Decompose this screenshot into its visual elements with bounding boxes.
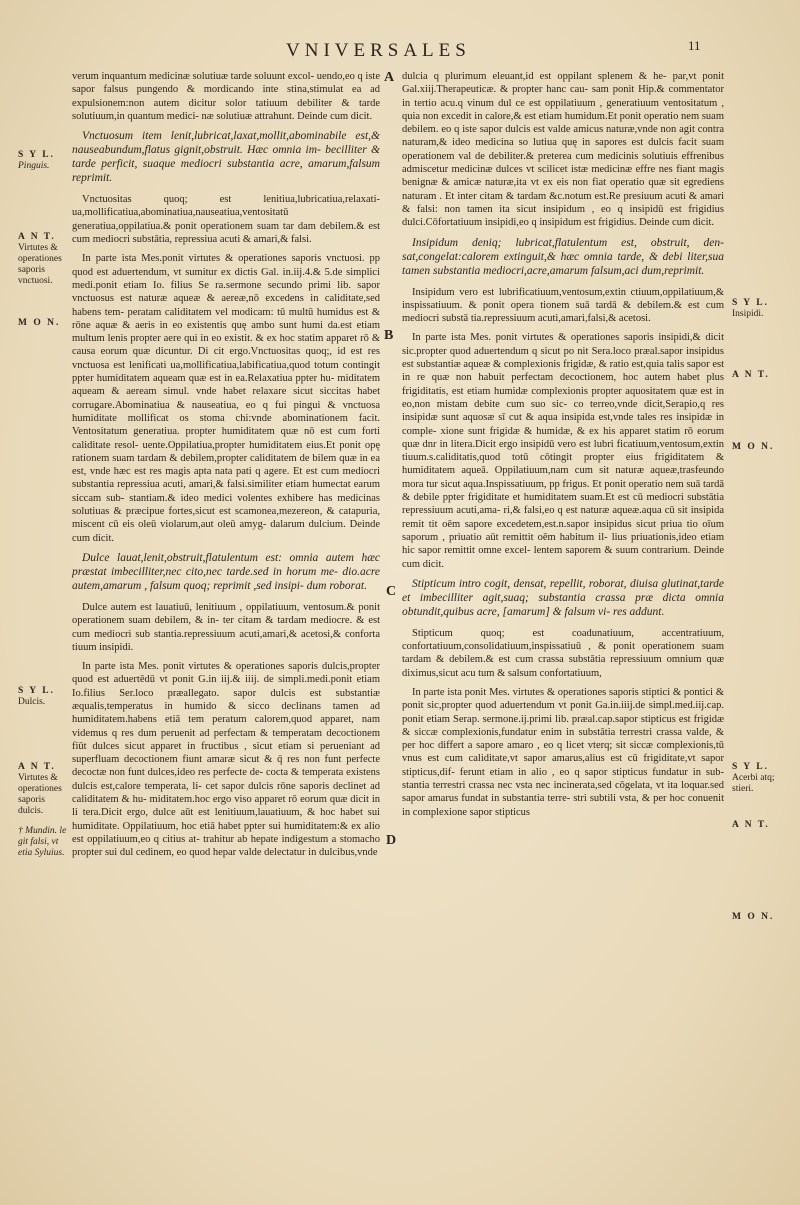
lemma-heading: Vnctuosum item lenit,lubricat,laxat,mollit,abominabile est,& nauseabundum,flatus gignit,obstruit. Hæc omnia im- becilliter & tarde perficit, suaque mediocri substantia acre, amarum,falsum reprimit. xyxy=(72,130,380,185)
paragraph: Vnctuositas quoq; est lenitiua,lubricatiua,relaxati- ua,mollificatiua,abominatiua,nauseatiua,ventositatū generatiua,oppilatiua.& ponit operationem suam tar dam debilem.& est cum mediocri substātia, repressiua acuti & amari,& falsi. xyxy=(72,194,380,246)
paragraph: In parte ista Mes.ponit virtutes & operationes saporis vnctuosi. pp quod est aduertendum, vt sumitur ex dictis Gal. in.iij.4.& 5.de simplici medi.ponit etiam Io. filius Se ra.sermone secundo primi lib. sapor vnctuosus est naturæ aqueæ & aereæ,nō excedens in caliditate,sed habens tem- peratam caliditatem vel modicam: tū multū humidus est & rōne aquæ & aeris in eo existentis quę ambo sunt humi da.est etiam multum lenis propter aere qui in eo existit. & ex hoc statim apparet rō & causa eorum quæ dicuntur. Di cit ergo.Vnctuositas quoq;, id est res vnctuosa est lenificati ua,mollificatiua,labificatiua,quod totum contingit ppter humiditatem aqueam quæ est in ea.Relaxatiua ppter hu- miditatem aqueam & aeream simul. vnde habet relaxare sicut siccitas habet corrugare.Abominatiua & nauseatiua, eo q fui pingui & vnctuosa humiditate mollificat os stoma chi:vnde abominationem facit. Ventositatum generatiua. propter humiditatem quæ nō est cum forti caliditate resol- uente.Oppilatiua,propter humiditatem eius.Et ponit opę rationem suam tardam & debilem,propter caliditatem de bilem quæ in ea est, vnde hæc est res magis apta nata pati q agere. Et est cum mediocri substantia repressiua acuti, amari,& falsi.similiter etiam humectat earum siccam sub- stantiam.& ideo medici volentes exhibere has medicinas solutiuas & præcipue fortes,sicut est scamonea,mezereon, & catapuria, miscent cū eis oleū violarum,aut oleū amyg- dalarum dulcium. Deinde cum dicit. xyxy=(72,253,380,544)
margin-text: † Mundin. le git falsi, vt etia Syluius. xyxy=(18,826,67,858)
margin-label: A N T. xyxy=(18,762,56,772)
section-letter-a: A xyxy=(384,70,395,85)
margin-note xyxy=(18,826,70,859)
margin-text: Acerbi atq; stieri. xyxy=(732,773,775,794)
lemma-heading: Stipticum intro cogit, densat, repellit, roborat, diuisa glutinat,tarde et imbecilliter agit,suaq; substantia crassa præ dicta omnia obtundit,quibus acre, [amarum] & falsum vi- res addunt. xyxy=(402,577,724,618)
margin-label: M O N. xyxy=(732,442,775,452)
margin-note xyxy=(732,370,796,381)
margin-label: S Y L. xyxy=(732,298,769,308)
paragraph: In parte ista ponit Mes. virtutes & operationes saporis stiptici & pontici & ponit sic,propter quod aduertendum vt ponit Ga.in.iiij.de simpl.med.iij.cap. ponit etiam Serap. sermone.ij.primi lib. præal.cap.sapor stipticus est frigidæ & siccæ complexionis,fundatur enim in substātia terrestri crassa valde, & per hoc differt a sapore amaro , eo q licet vterq; sit siccæ complexionis,tū vnus est cum caliditate,vt sapor amarus,alius est cū frigiditate,vt sapor stipticus,dif- ferunt etiam in alio , eo q sapor stipticus fundatur in sub- stantia terrestri crassa nec vsta nec incinerata,sed cōgelata, vt ita loquar.sed sapor amarus fundat in substantia terre- stri subtili vsta, & per hoc conuenit in complexione sapor stipticus xyxy=(402,686,724,818)
left-column xyxy=(72,70,380,866)
margin-text: Pinguis. xyxy=(18,161,50,171)
section-letter-d: D xyxy=(386,833,397,848)
running-head: VNIVERSALES xyxy=(286,40,471,61)
margin-label: A N T. xyxy=(732,370,770,380)
margin-text: Virtutes & operationes saporis dulcis. xyxy=(18,773,62,816)
margin-note xyxy=(732,912,796,923)
margin-note xyxy=(18,686,70,708)
margin-label: A N T. xyxy=(732,820,770,830)
lemma-heading: Insipidum deniq; lubricat,flatulentum est, obstruit, den- sat,congelat:calorem extinguit,& hæc omnia tarde, & debi liter,sua tamen substantia mediocri,acre,amarum falsum,aci dum,reprimit. xyxy=(402,236,724,277)
margin-label: M O N. xyxy=(18,318,61,328)
paragraph: Stipticum quoq; est coadunatiuum, accentratiuum, confortatiuum,consolidatiuum,inspissatiuū , & ponit operationem suam tardam & debilem.& est cum crassa substātia repressiuum omnium quæ diximus,sicut acu tum & salsum confortatiuum, xyxy=(402,627,724,679)
margin-note xyxy=(732,298,796,320)
margin-label: A N T. xyxy=(18,232,56,242)
section-letter-b: B xyxy=(384,328,394,343)
paragraph: dulcia q plurimum eleuant,id est oppilant splenem & he- par,vt ponit Gal.xiij.Therapeuticæ. & propter hanc cau- sam ponit Hip.& commentator in tertio acu.q vinum dul ce est oppilatiuum , generatiuum ventositatum , quia non excedit in calore,& est etiam humidum.Et ponit operatio nem suam debilem. eo q iste sapor dulcis est valde amicus naturæ,vnde non agit contra naturam,& ideo medicina so lutiua quę in sapores est dulcis facit suam operationem val de debiliter.& preterea cum medicinis solutiuis effrenibus admiscetur medicinæ dulces vt scilicet istæ medicinæ effre nes fiant magis benignæ & amicæ naturæ,ita vt ex eis non fiat operatio quæ sit egrediens naturam . Et inter citam & tardam &c.notum est.Re presiuum acuti & amari & falsi: non tamen ita sicut insipidum , eo q insipidū est frigidius dulci.Cōfortatiuum insipidi,eo q insipidum est frigidius. Deinde cum dicit. xyxy=(402,71,724,229)
margin-label: S Y L. xyxy=(18,150,55,160)
margin-text: Insipidi. xyxy=(732,309,764,319)
paragraph: Dulce autem est lauatiuū, lenitiuum , oppilatiuum, ventosum.& ponit operationem suam debilem, & in- ter citam & tardam mediocre. & est cum mediocri sub stantia.repressiuum acuti,amari,& acetosi,& conforta tiuum insipidi. xyxy=(72,601,380,653)
margin-text: Virtutes & operationes saporis vnctuosi. xyxy=(18,243,62,286)
section-letter-c: C xyxy=(386,584,397,599)
margin-note xyxy=(732,762,796,795)
margin-label: S Y L. xyxy=(18,686,55,696)
margin-label: M O N. xyxy=(732,912,775,922)
margin-label: S Y L. xyxy=(732,762,769,772)
margin-note xyxy=(732,442,796,453)
margin-note xyxy=(732,820,796,831)
margin-note xyxy=(18,318,70,329)
margin-note xyxy=(18,232,70,287)
paragraph: Insipidum vero est lubrificatiuum,ventosum,extin ctiuum,oppilatiuum,& inspissatiuum. & ponit opera tionem suā tardā & debilem.& est cum mediocri substā tia.repressiuum acuti,amari,falsi,& acetosi. xyxy=(402,286,724,325)
margin-note xyxy=(18,150,70,172)
right-column xyxy=(402,70,724,825)
margin-note xyxy=(18,762,70,817)
paragraph: In parte ista Mes. ponit virtutes & operationes saporis insipidi,& dicit sic.propter quod aduertendum q sicut po nit Sera.loco præal.sapor insipidus est substantiæ aqueæ & complexionis frigidæ, & ratio est,quia talis sapor est in re quæ non habuit perfectam decoctionem, hoc autem habet plus frigiditatis, est etiam humidæ complexionis propter aquositatem quæ est in eo,non mistam debite cum suo sic- co terreo,vnde dicit,Serapio,q res insipidæ sunt aquosæ sī cut & aqua insipida est,vnde tales res insipidæ in comple- xione sunt frigidæ & humidæ, & ex his apparet statim rō eorum quæ dnr in litera.Dicit ergo insipidū vero est lubri ficatiuum,ventosum,extin tiuum.s.caliditatis,quod totū cōtingit propter eius frigiditatem & humiditatem aqueā. Oppilatiuum,nam cum sit naturæ aqueæ,trasfeundo mora tur sicut aqua.Inspissatiuum, pp frigus. Et ponit operatio nem suā tardā & debile ppter frigiditate et humiditatem suam.Et est cū mediocri substātia repressiuum acuti,ama- ri,& falsi,eo q est naturæ aqueæ.aqua cū sit insipida remit tit oēm sapore excedetem,est.n.sapor insipidus sicut priua tio oīum saporum , priuatio aūt remittit oēm habitum il- lius priuationis,ideo etiam hic sapor remittit omne excel- lentem saporem & suum contrarium. Deinde cum dicit. xyxy=(402,332,724,570)
lemma-heading: Dulce lauat,lenit,obstruit,flatulentum est: omnia autem hæc præstat imbecilliter,nec cito,nec tarde.sed in horum me- dio.acre autem,amarum , falsum quoq; reprimit ,sed insipi- dum roborat. xyxy=(72,551,380,592)
margin-text: Dulcis. xyxy=(18,697,46,707)
paragraph: In parte ista Mes. ponit virtutes & operationes saporis dulcis,propter quod est aduertēdū vt ponit G.in iij.& iiij. de simpli.medi.ponit etiam Io.filius Ser.loco præallegato. sapor dulcis est substantiæ æqualis,temperatus in humido & sicco declinans tamen ad humiditatem.habens etiā tem peratum calorem,quod apparet, nam videmus q res dum peruenit ad perfectam & temperatam decoctionem fiūt dulces sicut apparet in fructibus , sicut etiam si perueniant ad superfluam decoctionem fiunt amaræ sicut & q̄ res non funt perfecte decoctæ non funt dulces,ideo res perfecte de- cocta & temperata existens dulcis est,calore temperata, li- cet sapor dulcis rōne saporis declinet ad caliditatem & hu- miditatem.hoc ergo viso apparet rō eorum quæ dicit in li tera.Dicit ergo, dulce aūt est lenitiuum,lauatiuum, & hoc habet sui humiditate. Oppilatiuum, hoc etiā habet ppter sui humiditatem:& ex alio est oppilatiuum,eo q citius at- trahitur ab hepate indigestum a stomacho propter sui dul cedinem, eo quod hepar valde delectatur in dulcibus,vnde xyxy=(72,661,380,859)
paragraph: verum inquantum medicinæ solutiuæ tarde soluunt excol- uendo,eo q iste sapor falsus pungendo & mordicando inte stina,stimulat ea ad expulsionem:non autem dicitur solor tatiuum debiliter & tarde solutiuum,in quantum medici- næ solutiuæ attrahunt. Deinde cum dicit. xyxy=(72,71,380,122)
page-number: 11 xyxy=(688,38,701,53)
